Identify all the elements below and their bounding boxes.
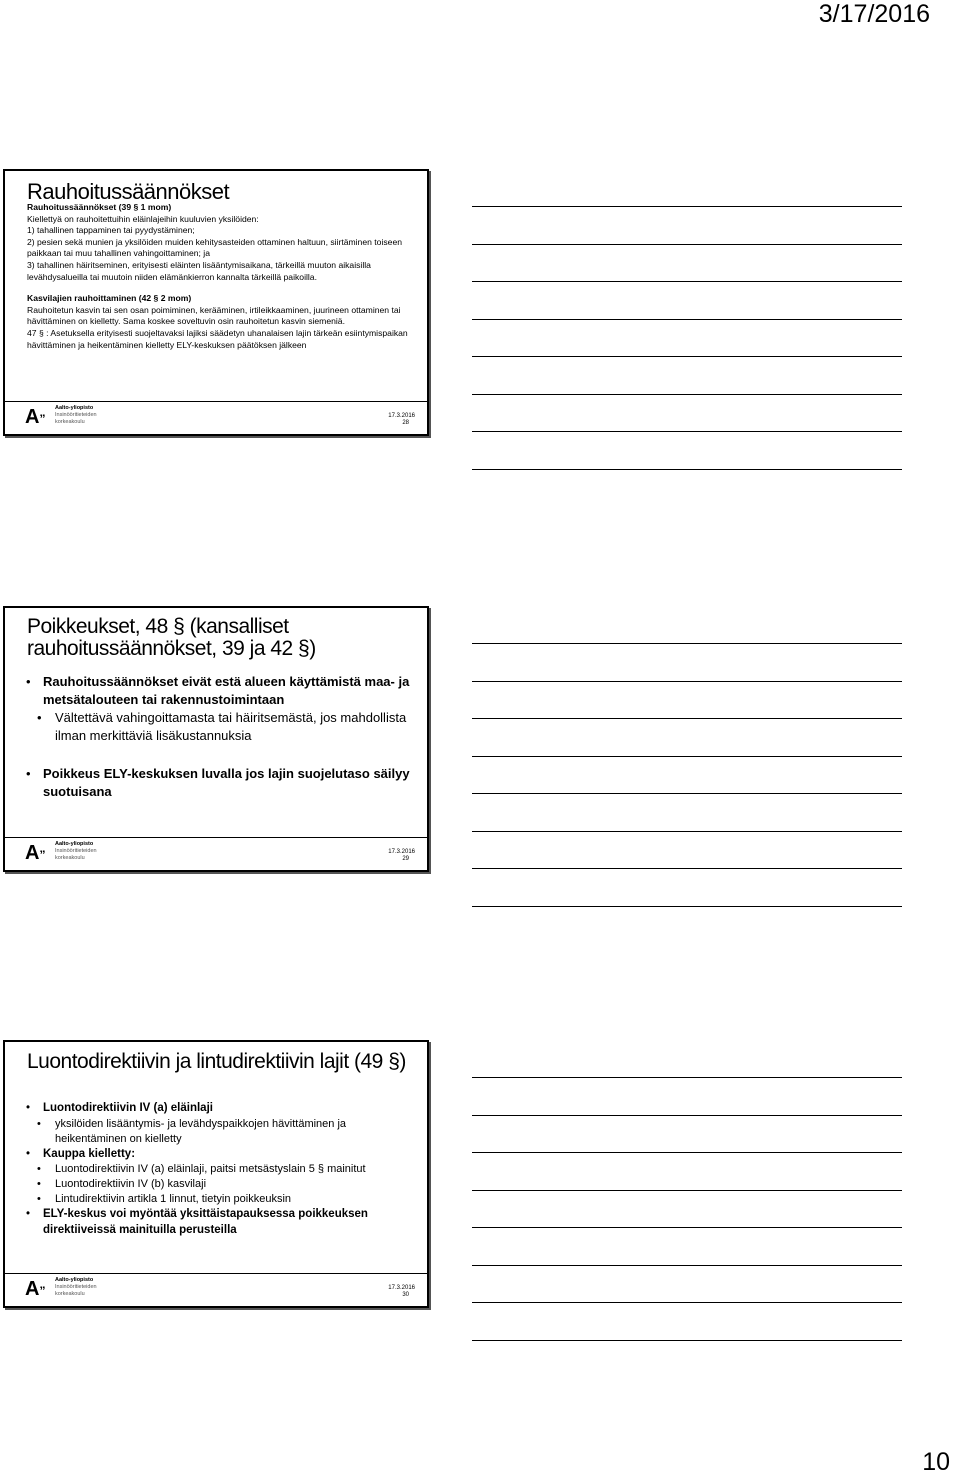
logo-text: Aalto-yliopisto Insinööritieteiden korkeakoulu	[55, 841, 97, 861]
list-item: • Luontodirektiivin IV (a) eläinlaji	[25, 1101, 420, 1117]
note-line	[472, 831, 902, 832]
section-heading: Kasvilajien rauhoittaminen (42 § 2 mom)	[27, 293, 192, 304]
slide-body	[27, 202, 422, 351]
list-item: • Vältettävä vahingoittamasta tai häiritsemästä, jos mahdollista ilman merkittäviä lisäkustannuksia	[25, 709, 420, 745]
list-item: • Luontodirektiivin IV (b) kasvilaji	[25, 1177, 420, 1192]
note-line	[472, 1190, 902, 1191]
slide-footer	[5, 1273, 427, 1306]
note-line	[472, 643, 902, 644]
slide-date: 17.3.2016	[388, 1285, 415, 1291]
paragraph: Rauhoitetun kasvin tai sen osan poimiminen, kerääminen, irtileikkaaminen, juurineen ottaminen tai hävittäminen on kielletty. Sama koskee soveltuvin osin rauhoitetun kasvin siemeniä.	[27, 304, 401, 327]
slide-number: 29	[402, 856, 409, 862]
note-line	[472, 469, 902, 470]
logo-text: Aalto-yliopisto Insinööritieteiden korkeakoulu	[55, 1277, 97, 1297]
list-item: • Luontodirektiivin IV (a) eläinlaji, paitsi metsästyslain 5 § mainitut	[25, 1162, 420, 1177]
note-line	[472, 1302, 902, 1303]
list-item: • ELY-keskus voi myöntää yksittäistapauksessa poikkeuksen direktiiveissä mainituilla perusteilla	[25, 1207, 420, 1238]
slide-29	[3, 606, 429, 872]
note-line	[472, 431, 902, 432]
note-line	[472, 319, 902, 320]
aalto-logo-icon: A”	[25, 842, 46, 864]
note-line	[472, 1077, 902, 1078]
list-item: • yksilöiden lisääntymis- ja levähdyspaikkojen hävittäminen ja heikentäminen on kielletty	[25, 1117, 420, 1147]
aalto-logo-icon: A”	[25, 1278, 46, 1300]
note-line	[472, 681, 902, 682]
slide-number: 28	[402, 420, 409, 426]
paragraph: 1) tahallinen tappaminen tai pyydystäminen;	[27, 225, 195, 236]
logo-text: Aalto-yliopisto Insinööritieteiden korkeakoulu	[55, 405, 97, 425]
note-line	[472, 1340, 902, 1341]
aalto-logo-icon: A”	[25, 406, 46, 428]
slide-number: 30	[402, 1292, 409, 1298]
note-line	[472, 356, 902, 357]
slide-title: Rauhoitussäännökset	[27, 179, 230, 204]
list-item: • Lintudirektiivin artikla 1 linnut, tietyin poikkeuksin	[25, 1192, 420, 1207]
slide-footer	[5, 837, 427, 870]
bullet-list	[25, 1101, 420, 1238]
paragraph: Kiellettyä on rauhoitettuihin eläinlajeihin kuuluvien yksilöiden:	[27, 213, 259, 224]
paragraph: 2) pesien sekä munien ja yksilöiden muiden kehitysasteiden ottaminen haltuun, siirtäminen toiseen paikkaan tai muu tahallinen vahingoittaminen; ja	[27, 236, 402, 259]
note-line	[472, 206, 902, 207]
list-item: • Rauhoitussäännökset eivät estä alueen käyttämistä maa- ja metsätalouteen tai rakennustoimintaan	[25, 673, 420, 709]
note-line	[472, 906, 902, 907]
note-line	[472, 718, 902, 719]
paragraph: 47 § : Asetuksella erityisesti suojeltavaksi lajiksi säädetyn uhanalaisen lajin tärkeän esiintymispaikan hävittäminen ja heikentäminen kielletty ELY-keskuksen päätöksen jälkeen	[27, 327, 408, 350]
slide-30	[3, 1040, 429, 1308]
section-heading: Rauhoitussäännökset (39 § 1 mom)	[27, 202, 172, 212]
list-item: • Poikkeus ELY-keskuksen luvalla jos lajin suojelutaso säilyy suotuisana	[25, 765, 420, 801]
note-line	[472, 1152, 902, 1153]
list-item: • Kauppa kielletty:	[25, 1147, 420, 1163]
note-line	[472, 793, 902, 794]
note-line	[472, 1227, 902, 1228]
bullet-list	[25, 673, 420, 801]
note-line	[472, 281, 902, 282]
note-line	[472, 756, 902, 757]
note-line	[472, 394, 902, 395]
page-number: 10	[922, 1448, 950, 1476]
note-line	[472, 1115, 902, 1116]
paragraph: 3) tahallinen häiritseminen, erityisesti eläinten lisääntymisaikana, tärkeillä muuton aikaisilla levähdysalueilla tai muutoin niiden elämänkierron kannalta tärkeillä paikoilla.	[27, 259, 371, 282]
slide-date: 17.3.2016	[388, 849, 415, 855]
slide-title: Poikkeukset, 48 § (kansalliset rauhoitussäännökset, 39 ja 42 §)	[27, 615, 316, 660]
page-date: 3/17/2016	[818, 0, 930, 28]
slide-date: 17.3.2016	[388, 413, 415, 419]
slide-title: Luontodirektiivin ja lintudirektiivin lajit (49 §)	[27, 1050, 406, 1073]
slide-28	[3, 169, 429, 436]
note-line	[472, 244, 902, 245]
slide-footer	[5, 401, 427, 434]
note-line	[472, 868, 902, 869]
note-line	[472, 1265, 902, 1266]
